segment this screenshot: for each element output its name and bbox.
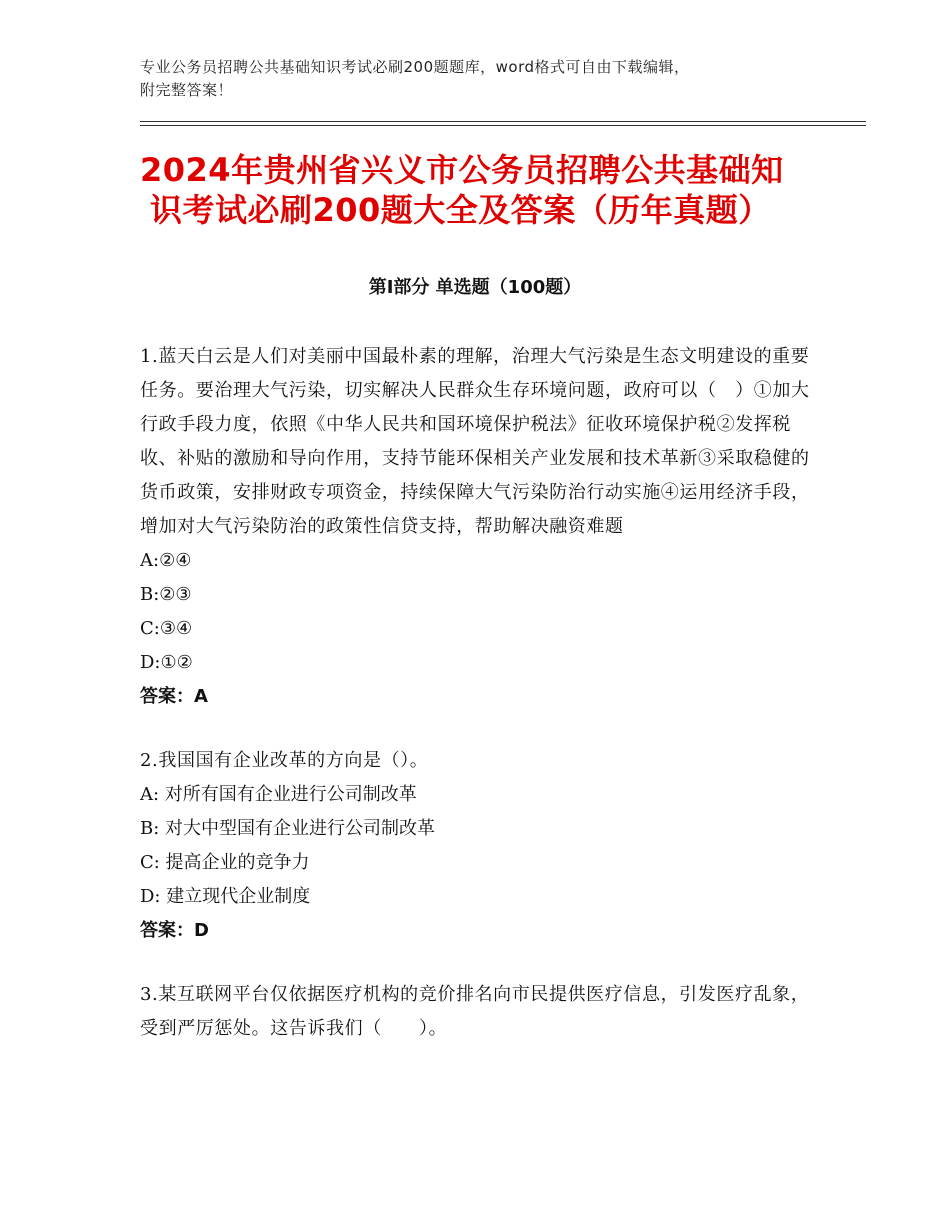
option-a: A:②④: [140, 550, 192, 571]
document-title-line2: 识考试必刷200题大全及答案（历年真题）: [150, 191, 771, 229]
option-a: A: 对所有国有企业进行公司制改革: [140, 784, 417, 805]
answer-label: 答案：D: [140, 920, 209, 941]
option-c: C: 提高企业的竞争力: [140, 852, 310, 873]
section-heading: 第Ⅰ部分 单选题（100题）: [368, 277, 582, 298]
header-divider: [140, 121, 866, 122]
option-b: B: 对大中型国有企业进行公司制改革: [140, 818, 436, 839]
header-note-line1: 专业公务员招聘公共基础知识考试必刷200题题库，word格式可自由下载编辑，: [140, 58, 690, 76]
option-d: D: 建立现代企业制度: [140, 886, 311, 907]
question-3: [140, 978, 810, 1046]
option-d: D:①②: [140, 652, 193, 673]
question-stem: 1.蓝天白云是人们对美丽中国最朴素的理解，治理大气污染是生态文明建设的重要任务。要治理大气污染，切实解决人民群众生存环境问题，政府可以（ ）①加大行政手段力度，依照《中华人民共和国环境保护税法》征收环境保护税②发挥税收、补贴的激励和导向作用，支持节能环保相关产业发展和技术革新③采取稳健的货币政策，安排财政专项资金，持续保障大气污染防治行动实施④运用经济手段，增加对大气污染防治的政策性信贷支持，帮助解决融资难题: [140, 346, 810, 537]
question-list: [140, 340, 810, 1076]
question-2: [140, 744, 810, 948]
question-stem: 3.某互联网平台仅依据医疗机构的竞价排名向市民提供医疗信息，引发医疗乱象，受到严厉惩处。这告诉我们（ ）。: [140, 984, 810, 1039]
header-note: [140, 56, 810, 102]
question-1: [140, 340, 810, 714]
option-b: B:②③: [140, 584, 192, 605]
document-title: [140, 150, 820, 230]
header-note-line2: 附完整答案！: [140, 81, 234, 99]
option-c: C:③④: [140, 618, 193, 639]
document-title-line1: 2024年贵州省兴义市公务员招聘公共基础知: [140, 151, 784, 189]
question-stem: 2.我国国有企业改革的方向是（）。: [140, 750, 429, 771]
answer-label: 答案：A: [140, 686, 208, 707]
header-divider-thin: [140, 125, 866, 126]
